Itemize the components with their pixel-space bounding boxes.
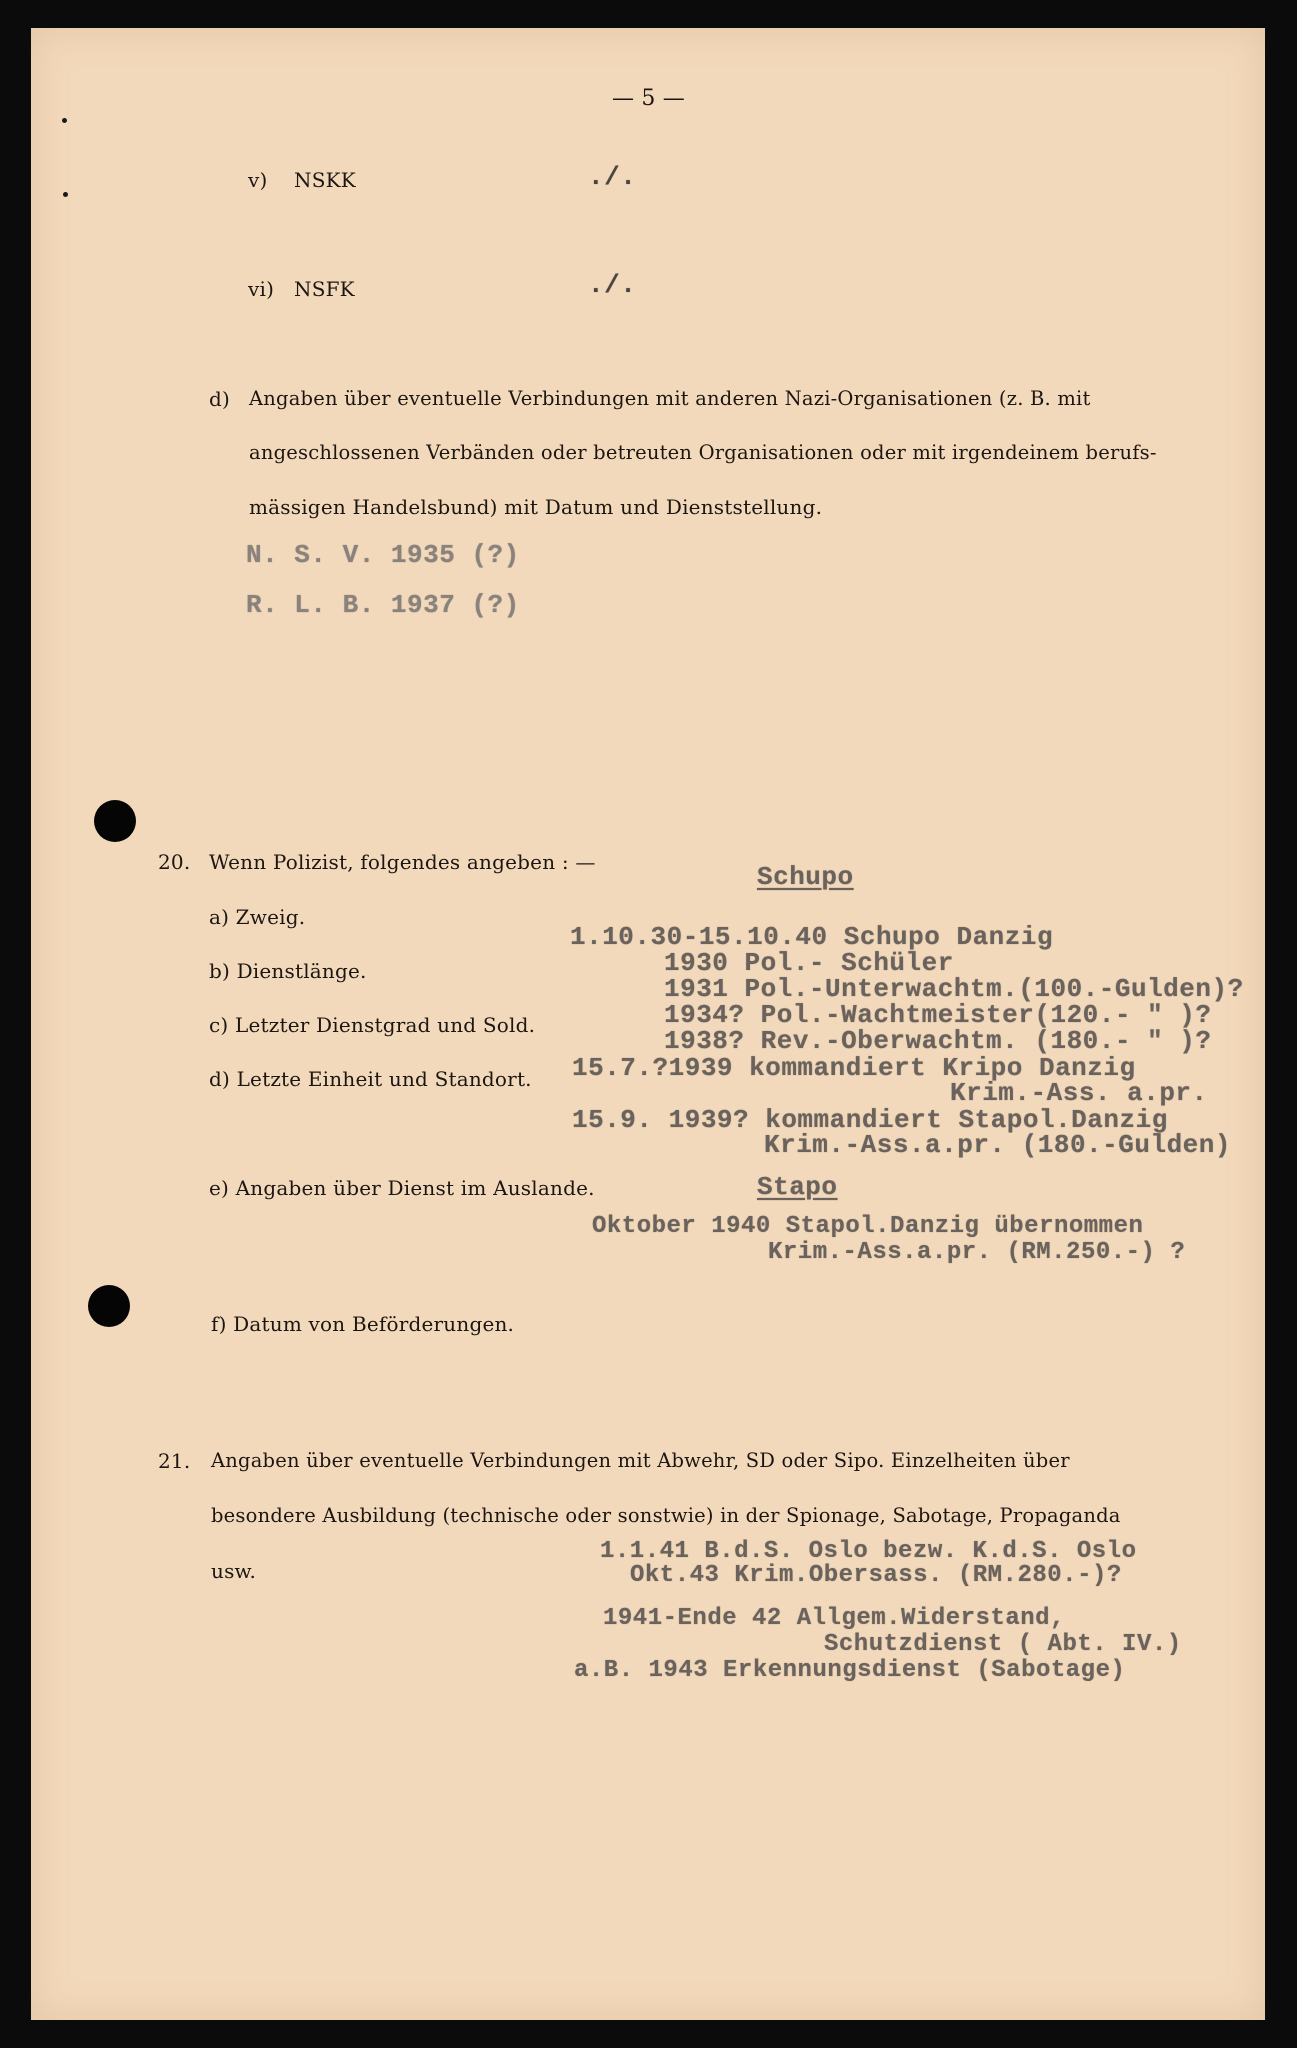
item-v-value: ./. [588,162,637,192]
q21-typed-line: Schutzdienst ( Abt. IV.) [824,1631,1182,1658]
q20-typed-line: 15.7.?1939 kommandiert Kripo Danzig [572,1053,1136,1083]
item-d-line1: Angaben über eventuelle Verbindungen mit anderen Nazi-Organisationen (z. B. mit [249,387,1091,410]
q20-typed-line: 15.9. 1939? kommandiert Stapol.Danzig [572,1105,1168,1135]
q20-typed-line: Krim.-Ass. a.pr. [950,1078,1208,1108]
q21-typed-line: 1.1.41 B.d.S. Oslo bezw. K.d.S. Oslo [600,1538,1137,1565]
item-d-label: d) [209,387,231,411]
q21-line1: Angaben über eventuelle Verbindungen mit Abwehr, SD oder Sipo. Einzelheiten über [211,1449,1070,1472]
q20-c: c) Letzter Dienstgrad und Sold. [209,1013,536,1037]
q21-line2: besondere Ausbildung (technische oder sonstwie) in der Spionage, Sabotage, Propaganda [211,1504,1121,1527]
q20-typed-line: 1934? Pol.-Wachtmeister(120.- " )? [664,1000,1212,1030]
item-v-text: NSKK [294,168,356,192]
item-d-line3: mässigen Handelsbund) mit Datum und Dienststellung. [249,495,823,519]
q20-typed-schupo: Schupo [757,862,854,892]
item-vi-value: ./. [588,270,637,300]
q20-d: d) Letzte Einheit und Standort. [209,1067,532,1091]
q20-typed-line: 1938? Rev.-Oberwachtm. (180.- " )? [664,1026,1212,1056]
q20-heading: Wenn Polizist, folgendes angeben : — [209,850,596,874]
q20-number: 20. [158,850,191,874]
item-v-label: v) [248,168,268,192]
q21-typed-line: 1941-Ende 42 Allgem.Widerstand, [603,1605,1065,1632]
item-vi-label: vi) [248,277,275,301]
page-number: — 5 — [612,86,685,111]
punch-hole-top [94,800,136,842]
q20-typed-line: 1930 Pol.- Schüler [664,948,954,978]
q20-typed-line: 1931 Pol.-Unterwachtm.(100.-Gulden)? [664,974,1244,1004]
q20-typed-e-1: Oktober 1940 Stapol.Danzig übernommen [592,1213,1144,1240]
q21-line3: usw. [211,1559,257,1583]
speck [62,118,67,123]
q21-typed-line: Okt.43 Krim.Obersass. (RM.280.-)? [630,1562,1122,1589]
item-vi-text: NSFK [294,277,355,301]
q20-typed-line: Krim.-Ass.a.pr. (180.-Gulden) [764,1130,1231,1160]
punch-hole-bottom [88,1285,130,1327]
q20-typed-line: 1.10.30-15.10.40 Schupo Danzig [570,922,1054,952]
q20-a: a) Zweig. [209,905,306,929]
item-d-typed-1: N. S. V. 1935 (?) [246,540,520,570]
item-d-typed-2: R. L. B. 1937 (?) [246,590,520,620]
q20-typed-e-2: Krim.-Ass.a.pr. (RM.250.-) ? [768,1239,1186,1266]
q20-f: f) Datum von Beförderungen. [211,1312,515,1336]
q20-e: e) Angaben über Dienst im Auslande. [209,1176,595,1200]
q21-number: 21. [158,1449,191,1473]
item-d-line2: angeschlossenen Verbänden oder betreuten Organisationen oder mit irgendeinem berufs- [249,441,1157,464]
q21-typed-line: a.B. 1943 Erkennungsdienst (Sabotage) [574,1657,1126,1684]
q20-typed-stapo: Stapo [757,1172,838,1202]
q20-b: b) Dienstlänge. [209,959,367,983]
speck [63,192,68,197]
